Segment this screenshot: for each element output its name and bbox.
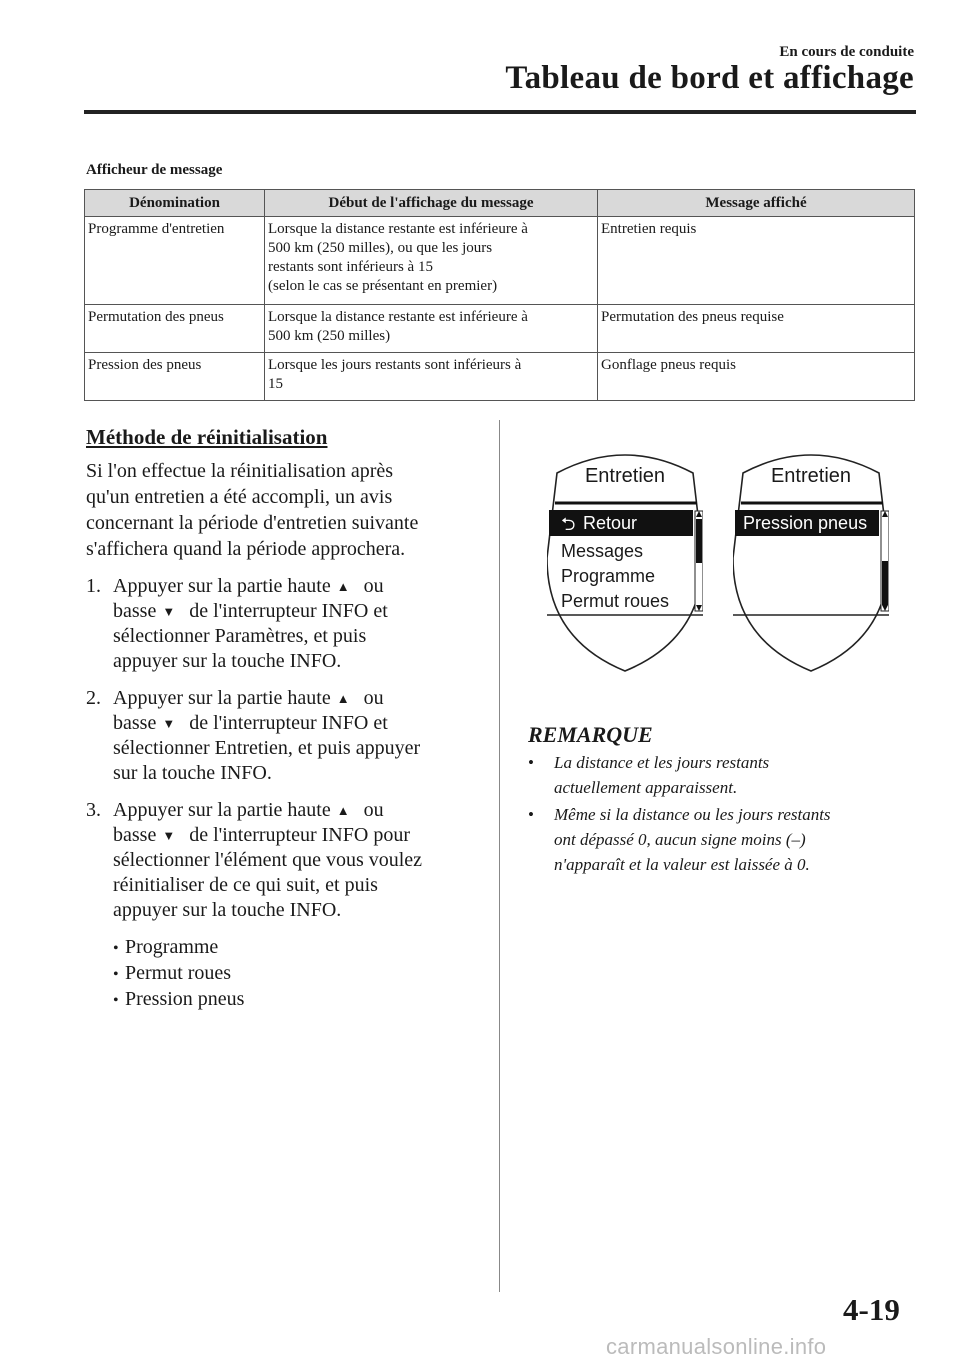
step-2: 2. Appuyer sur la partie haute ▲ ou basse ▼ de l'interrupteur INFO et sélectionner Entretien, et puis appuyer sur la touche INFO. bbox=[86, 687, 421, 784]
table-cell-name: Pression des pneus bbox=[85, 353, 265, 401]
table-cell-message: Gonflage pneus requis bbox=[598, 353, 915, 401]
table-cell-start: Lorsque les jours restants sont inférieurs à 15 bbox=[265, 353, 598, 401]
page-number: 4-19 bbox=[843, 1292, 900, 1327]
table-caption: Afficheur de message bbox=[86, 162, 223, 178]
table-cell-name: Programme d'entretien bbox=[85, 217, 265, 305]
intro-line: s'affichera quand la période approchera. bbox=[86, 538, 406, 560]
table-cell-start: Lorsque la distance restante est inférieure à 500 km (250 milles) bbox=[265, 305, 598, 353]
return-arrow-icon: ⮌ bbox=[561, 514, 576, 534]
selected-menu-item[interactable]: ⮌ Retour bbox=[549, 510, 693, 536]
note-heading: REMARQUE bbox=[528, 722, 653, 747]
table-header: Dénomination bbox=[85, 190, 265, 217]
note-item: • Même si la distance ou les jours restants ont dépassé 0, aucun signe moins (–) n'apparaît et la valeur est laissée à 0. bbox=[528, 802, 908, 877]
table-cell-message: Permutation des pneus requise bbox=[598, 305, 915, 353]
note-item: • La distance et les jours restants actuellement apparaissent. bbox=[528, 750, 908, 800]
menu-item[interactable]: Programme bbox=[561, 566, 656, 586]
table-cell-message: Entretien requis bbox=[598, 217, 915, 305]
menu-item[interactable]: Messages bbox=[561, 541, 644, 561]
table-cell-start: Lorsque la distance restante est inférieure à 500 km (250 milles), ou que les jours restants sont inférieurs à 15 (selon le cas se présentant en premier) bbox=[265, 217, 598, 305]
selected-menu-item[interactable]: Pression pneus bbox=[735, 510, 879, 536]
step-number: 1. bbox=[86, 575, 101, 597]
table-header: Début de l'affichage du message bbox=[265, 190, 598, 217]
down-triangle-icon: ▼ bbox=[162, 604, 176, 619]
menu-item[interactable]: Permut roues bbox=[561, 591, 670, 611]
screen-title: Entretien bbox=[584, 465, 666, 487]
step-3: 3. Appuyer sur la partie haute ▲ ou basse ▼ de l'interrupteur INFO pour sélectionner l'élément que vous voulez réinitialiser de ce qui suit, et puis appuyer sur la touche INFO. bbox=[86, 799, 423, 921]
section-heading: Méthode de réinitialisation bbox=[86, 425, 328, 449]
up-triangle-icon: ▲ bbox=[336, 803, 350, 818]
title-rule bbox=[84, 110, 916, 114]
step-1: 1. Appuyer sur la partie haute ▲ ou basse ▼ de l'interrupteur INFO et sélectionner Paramètres, et puis appuyer sur la touche INFO. bbox=[86, 575, 388, 672]
column-divider bbox=[499, 420, 500, 1292]
display-screen-right bbox=[733, 443, 889, 673]
list-item: • Programme bbox=[113, 935, 486, 961]
intro-line: concernant la période d'entretien suivante bbox=[86, 512, 419, 534]
up-triangle-icon: ▲ bbox=[336, 691, 350, 706]
list-item: • Pression pneus bbox=[113, 987, 486, 1013]
display-screen-left bbox=[547, 443, 703, 673]
reset-method-section bbox=[86, 425, 486, 1013]
step-number: 2. bbox=[86, 687, 101, 709]
reset-items-list bbox=[86, 935, 486, 1013]
down-triangle-icon: ▼ bbox=[162, 716, 176, 731]
screen-title: Entretien bbox=[770, 465, 852, 487]
table-cell-name: Permutation des pneus bbox=[85, 305, 265, 353]
table-header-row bbox=[85, 190, 915, 217]
table-row bbox=[85, 305, 915, 353]
note-box bbox=[528, 722, 908, 879]
list-item: • Permut roues bbox=[113, 961, 486, 987]
table-row bbox=[85, 217, 915, 305]
section-label: En cours de conduite bbox=[779, 44, 914, 60]
intro-line: Si l'on effectue la réinitialisation après bbox=[86, 460, 394, 482]
intro-line: qu'un entretien a été accompli, un avis bbox=[86, 486, 393, 508]
watermark: carmanualsonline.info bbox=[606, 1334, 827, 1359]
message-table bbox=[84, 189, 915, 401]
page-title: Tableau de bord et affichage bbox=[505, 60, 914, 96]
down-triangle-icon: ▼ bbox=[162, 828, 176, 843]
up-triangle-icon: ▲ bbox=[336, 579, 350, 594]
table-header: Message affiché bbox=[598, 190, 915, 217]
table-row bbox=[85, 353, 915, 401]
note-list bbox=[528, 750, 908, 877]
step-number: 3. bbox=[86, 799, 101, 821]
